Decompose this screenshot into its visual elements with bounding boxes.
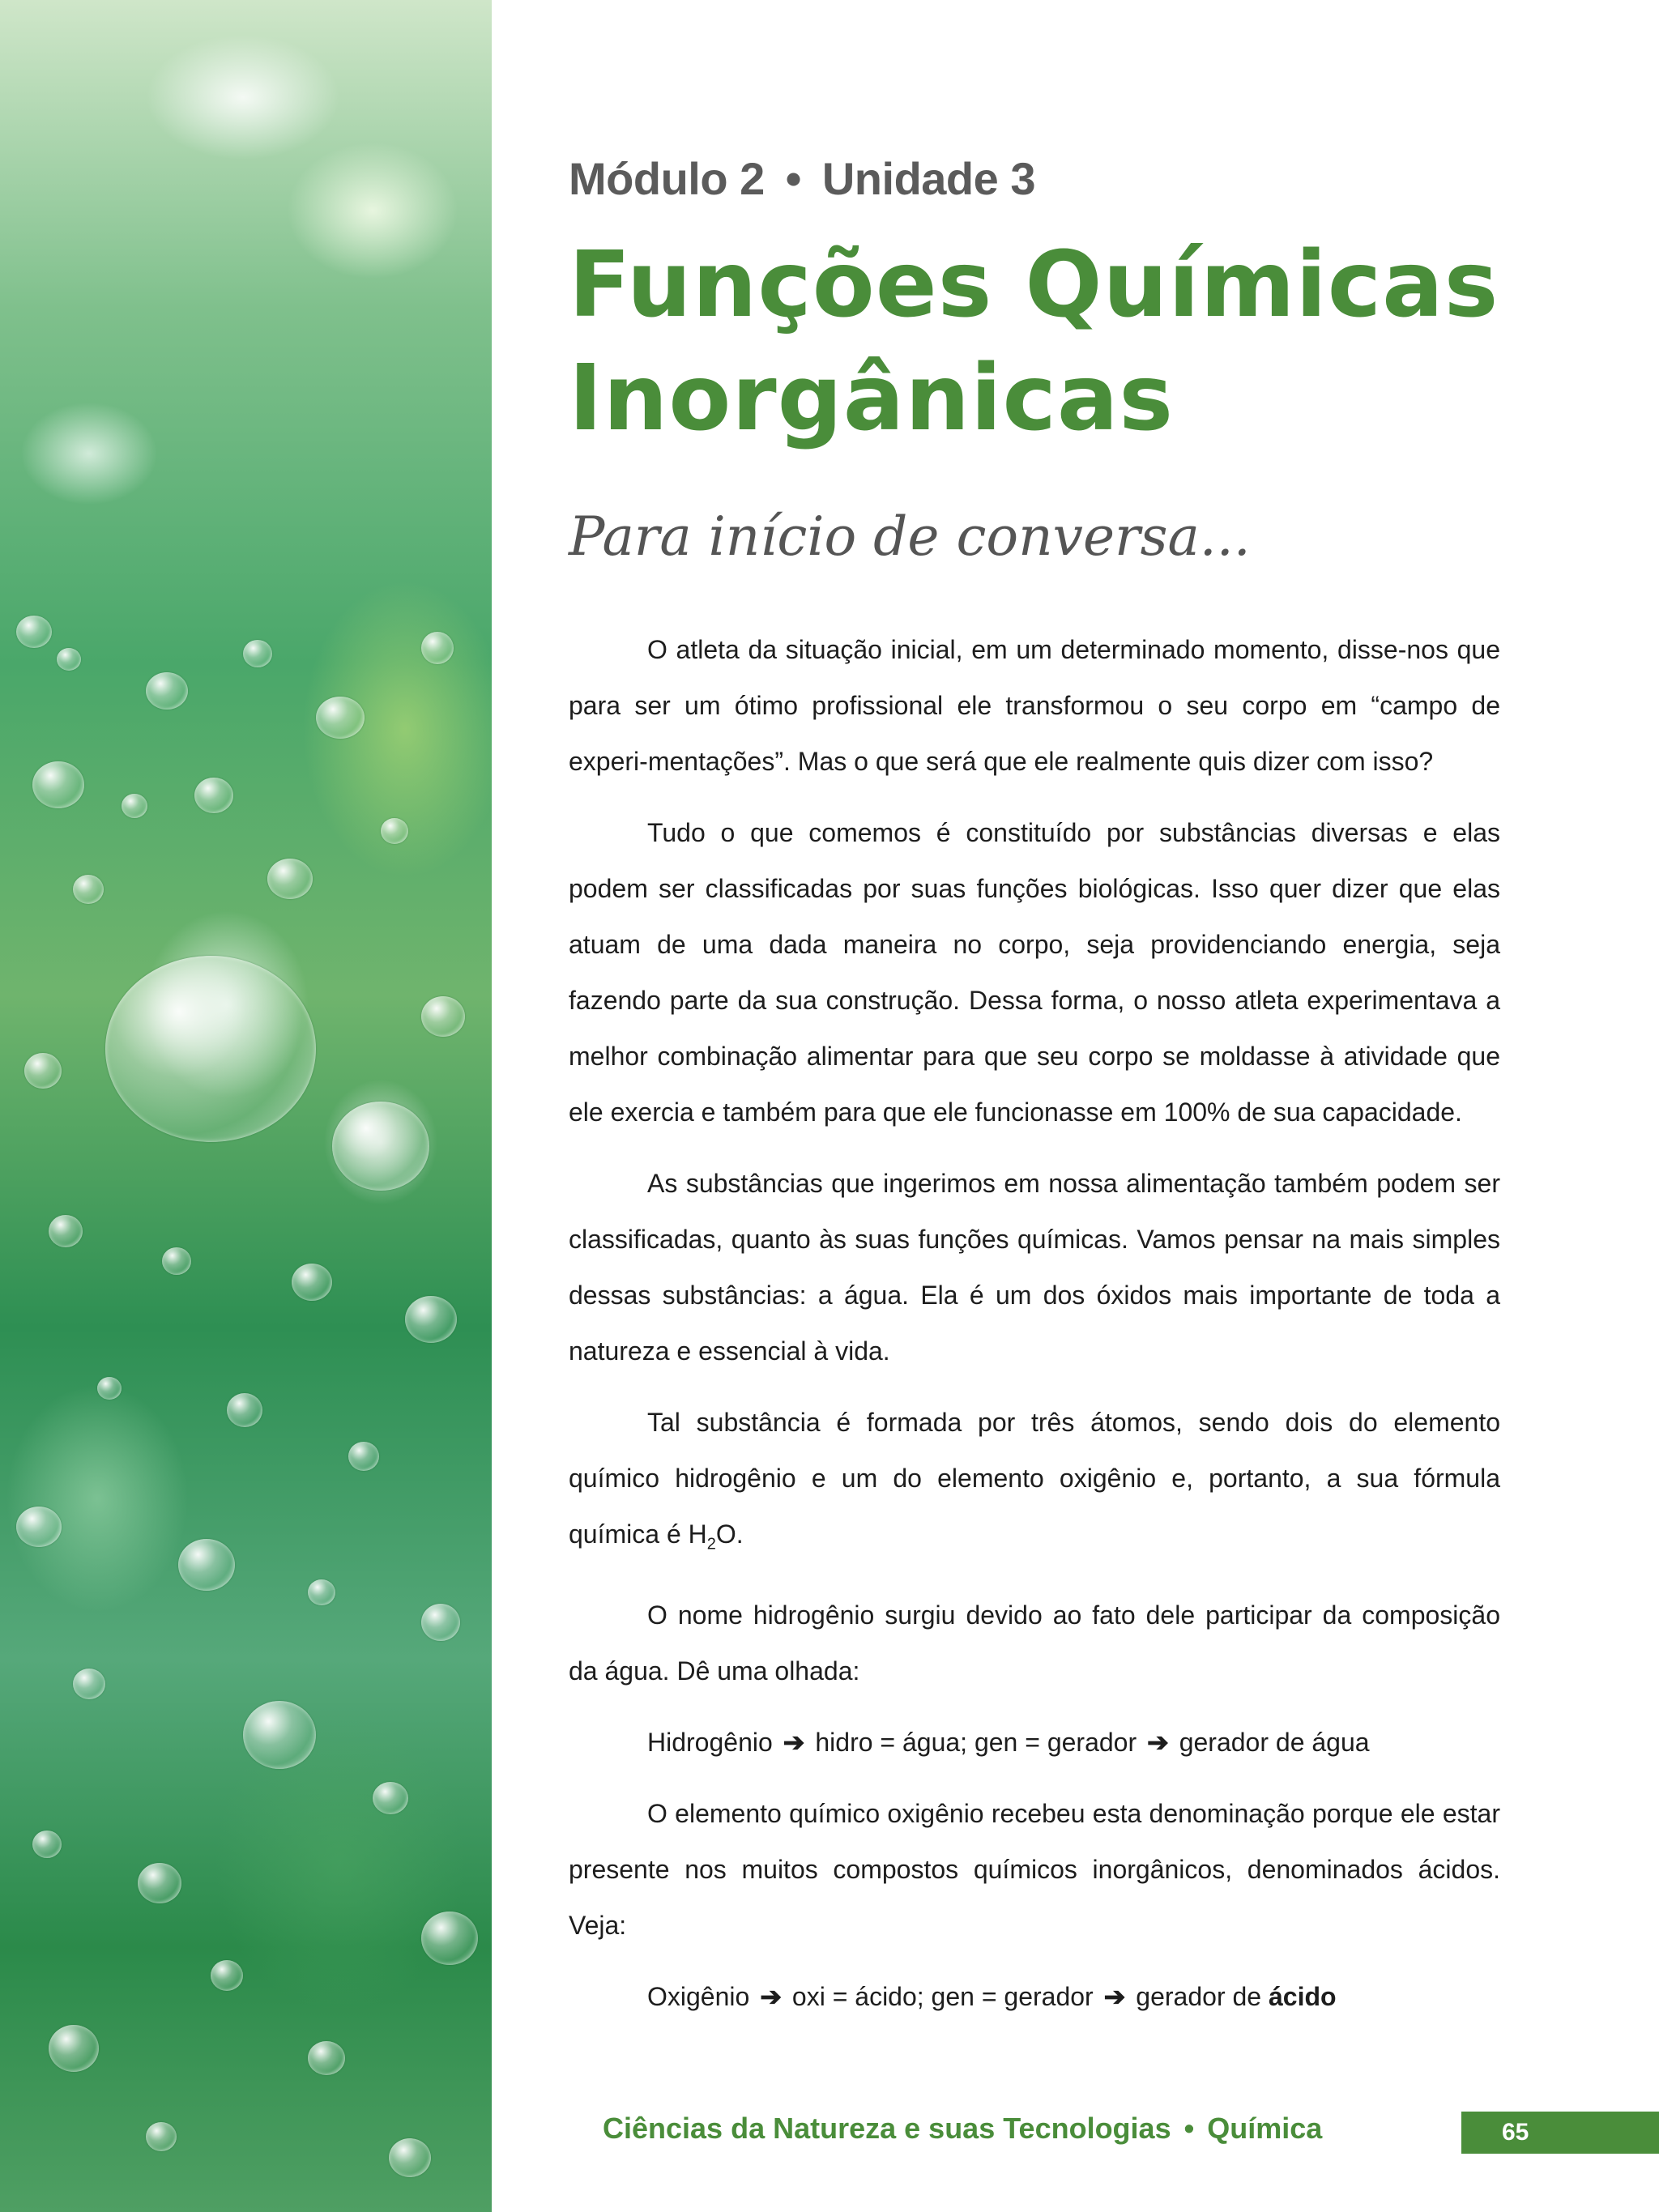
- droplet: [194, 778, 233, 813]
- formula-result: gerador de: [1136, 1982, 1262, 2012]
- droplet: [405, 1296, 457, 1343]
- droplet: [16, 616, 52, 648]
- droplet: [162, 1247, 191, 1275]
- footer-separator: •: [1183, 2112, 1195, 2145]
- arrow-right-icon: ➔: [1147, 1728, 1169, 1758]
- droplet: [243, 1701, 316, 1769]
- droplet: [32, 761, 84, 808]
- hydrogen-etymology: [569, 1715, 1500, 1771]
- chapter-title: Funções Químicas Inorgânicas: [569, 232, 1499, 451]
- arrow-right-icon: ➔: [1103, 1982, 1126, 2012]
- oxygen-etymology: [569, 1969, 1500, 2025]
- droplet: [373, 1782, 408, 1814]
- formula-meaning: oxi = ácido; gen = gerador: [791, 1982, 1094, 2012]
- droplet: [211, 1960, 243, 1991]
- paragraph: O nome hidrogênio surgiu devido ao fato dele participar da composição da água. Dê uma olhada:: [569, 1600, 1500, 1686]
- water-droplets-photo: [0, 0, 492, 2212]
- droplet: [308, 1579, 335, 1605]
- formula-result-bold: ácido: [1268, 1982, 1337, 2012]
- page-number: 65: [1461, 2112, 1659, 2154]
- formula-meaning: hidro = água; gen = gerador: [815, 1728, 1137, 1758]
- droplet: [146, 2122, 177, 2151]
- droplet: [24, 1053, 62, 1089]
- formula-term: Hidrogênio: [647, 1728, 773, 1758]
- footer-subject: Química: [1207, 2112, 1323, 2145]
- section-subheading: Para início de conversa...: [569, 505, 1251, 568]
- droplet: [16, 1507, 62, 1547]
- arrow-right-icon: ➔: [760, 1982, 782, 2012]
- droplet: [421, 1604, 460, 1641]
- droplet: [122, 794, 147, 818]
- droplet: [332, 1102, 429, 1191]
- module-label: Módulo 2: [569, 153, 765, 204]
- droplet: [105, 956, 316, 1142]
- droplet: [308, 2041, 345, 2075]
- footer-area: Ciências da Natureza e suas Tecnologias: [603, 2112, 1171, 2145]
- droplet: [73, 1669, 105, 1699]
- droplet: [57, 648, 81, 671]
- droplet: [421, 632, 454, 664]
- paragraph-text: Tal substância é formada por três átomos, sendo dois do elemento químico hidrogênio e um do elemento oxigênio e, portanto, a sua fórmula química é H: [569, 1408, 1500, 1549]
- droplet: [138, 1863, 181, 1903]
- droplet: [421, 1912, 478, 1965]
- droplet: [49, 1215, 83, 1247]
- droplet: [178, 1539, 235, 1591]
- droplet: [227, 1393, 262, 1427]
- droplet: [421, 996, 465, 1037]
- module-unit-heading: [569, 152, 1035, 205]
- unit-label: Unidade 3: [821, 153, 1035, 204]
- droplet: [73, 875, 104, 904]
- droplet: [146, 672, 188, 710]
- paragraph: Tudo o que comemos é constituído por substâncias diversas e elas podem ser classificadas por suas funções biológicas. Isso quer dizer que elas atuam de uma dada maneira no corpo, seja providenciando energia, seja fazendo parte da sua construção. Dessa forma, o nosso atleta experimentava a melhor combinação alimentar para que seu corpo se moldasse à atividade que ele exercia e também para que ele funcionasse em 100% de sua capacidade.: [569, 818, 1500, 1127]
- droplet: [267, 859, 313, 899]
- droplet: [243, 640, 272, 667]
- droplet: [381, 818, 408, 844]
- paragraph: O atleta da situação inicial, em um determinado momento, disse-nos que para ser um ótimo profissional ele transformou o seu corpo em “campo de experi-mentações”. Mas o que será que ele realmente quis dizer com isso?: [569, 635, 1500, 776]
- paragraph: [569, 1395, 1500, 1572]
- subscript: 2: [706, 1535, 716, 1554]
- formula-term: Oxigênio: [647, 1982, 750, 2012]
- paragraph: O elemento químico oxigênio recebeu esta denominação porque ele estar presente nos muitos compostos químicos inorgânicos, denominados ácidos. Veja:: [569, 1799, 1500, 1941]
- droplet: [49, 2025, 99, 2072]
- formula-result: gerador de água: [1179, 1728, 1370, 1758]
- droplet: [32, 1831, 62, 1858]
- droplet: [292, 1264, 332, 1301]
- body-text: [569, 622, 1500, 2040]
- droplet: [389, 2138, 431, 2177]
- page-footer: [603, 2112, 1322, 2146]
- paragraph-text-end: O.: [715, 1519, 744, 1549]
- paragraph: As substâncias que ingerimos em nossa alimentação também podem ser classificadas, quanto às suas funções químicas. Vamos pensar na mais simples dessas substâncias: a água. Ela é um dos óxidos mais importante de toda a natureza e essencial à vida.: [569, 1169, 1500, 1366]
- droplet: [348, 1442, 379, 1471]
- arrow-right-icon: ➔: [783, 1728, 805, 1758]
- droplet: [97, 1377, 122, 1400]
- droplet: [316, 697, 365, 739]
- heading-separator: •: [785, 153, 801, 204]
